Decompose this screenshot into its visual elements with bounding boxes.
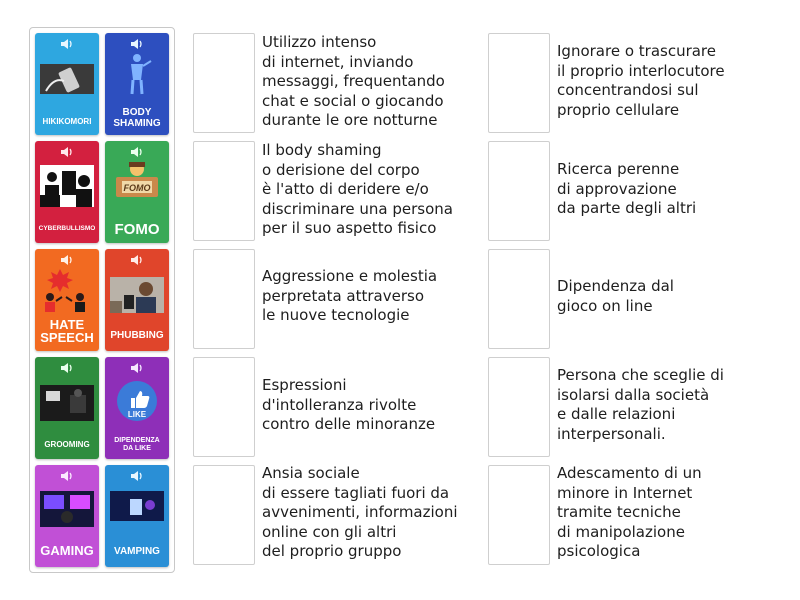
card-label: PHUBBING	[110, 329, 164, 341]
drop-slot[interactable]	[193, 357, 255, 457]
speaker-icon[interactable]	[130, 254, 144, 266]
drop-slot[interactable]	[193, 465, 255, 565]
description-text: Utilizzo intenso di internet, inviando messaggi, frequentando chat e social o giocando durante le ore notturne	[262, 33, 445, 129]
speaker-icon[interactable]	[130, 362, 144, 374]
svg-text:FOMO: FOMO	[123, 183, 151, 193]
dark-room-photo-icon	[40, 385, 94, 431]
description-text: Espressioni d'intolleranza rivolte contro delle minoranze	[262, 376, 436, 433]
speaker-icon[interactable]	[130, 38, 144, 50]
description-text: Ignorare o trascurare il proprio interlocutore concentrandosi sul proprio cellulare	[557, 42, 725, 119]
card-grooming[interactable]	[35, 357, 99, 459]
description-text: Persona che sceglie di isolarsi dalla società e dalle relazioni interpersonali.	[557, 366, 724, 443]
card-label: BODY SHAMING	[113, 107, 161, 129]
speaker-icon[interactable]	[130, 470, 144, 482]
card-cyberbullismo[interactable]	[35, 141, 99, 243]
card-label: HIKIKOMORI	[42, 116, 92, 126]
description-text: Adescamento di un minore in Internet tramite tecniche di manipolazione psicologica	[557, 464, 702, 560]
speaker-icon[interactable]	[60, 146, 74, 158]
description-text: Il body shaming o derisione del corpo è l'atto di deridere e/o discriminare una persona per il suo aspetto fisico	[262, 141, 453, 237]
description-text: Dipendenza dal gioco on line	[557, 277, 674, 315]
like-icon	[110, 377, 164, 423]
drop-slot[interactable]	[488, 465, 550, 565]
card-label: GROOMING	[44, 439, 90, 449]
hate-speech-icon	[40, 267, 94, 313]
drop-slot[interactable]	[488, 249, 550, 349]
drop-slot[interactable]	[193, 141, 255, 241]
card-label: VAMPING	[114, 545, 160, 557]
description-text: Ansia sociale di essere tagliati fuori da avvenimenti, informazioni online con gli altri del proprio gruppo	[262, 464, 458, 560]
drop-slot[interactable]	[488, 141, 550, 241]
fomo-bed-icon	[110, 159, 164, 205]
drop-slot[interactable]	[488, 33, 550, 133]
card-label: DIPENDENZA DA LIKE	[114, 437, 160, 452]
card-label: FOMO	[114, 221, 160, 239]
phone-user-photo-icon	[110, 277, 164, 323]
night-phone-photo-icon	[110, 491, 164, 537]
card-hikikomori[interactable]	[35, 33, 99, 135]
card-fomo[interactable]	[105, 141, 169, 243]
description-text: Ricerca perenne di approvazione da parte degli altri	[557, 160, 697, 217]
card-dipendenza-da-like[interactable]	[105, 357, 169, 459]
card-phubbing[interactable]	[105, 249, 169, 351]
drop-slot[interactable]	[193, 249, 255, 349]
speaker-icon[interactable]	[60, 362, 74, 374]
card-vamping[interactable]	[105, 465, 169, 567]
silhouettes-icon	[40, 165, 94, 211]
gaming-photo-icon	[40, 491, 94, 537]
speaker-icon[interactable]	[60, 38, 74, 50]
speaker-icon[interactable]	[130, 146, 144, 158]
card-label: CYBERBULLISMO	[38, 225, 96, 233]
card-label: GAMING	[40, 543, 94, 559]
body-figure-icon	[110, 51, 164, 97]
drop-slot[interactable]	[488, 357, 550, 457]
card-gaming[interactable]	[35, 465, 99, 567]
phone-cable-photo-icon	[40, 55, 94, 101]
drop-slot[interactable]	[193, 33, 255, 133]
card-body-shaming[interactable]	[105, 33, 169, 135]
speaker-icon[interactable]	[60, 470, 74, 482]
speaker-icon[interactable]	[60, 254, 74, 266]
description-text: Aggressione e molestia perpretata attraverso le nuove tecnologie	[262, 267, 438, 324]
card-hate-speech[interactable]	[35, 249, 99, 351]
card-label: HATE SPEECH	[40, 316, 94, 346]
svg-text:LIKE: LIKE	[127, 410, 147, 419]
